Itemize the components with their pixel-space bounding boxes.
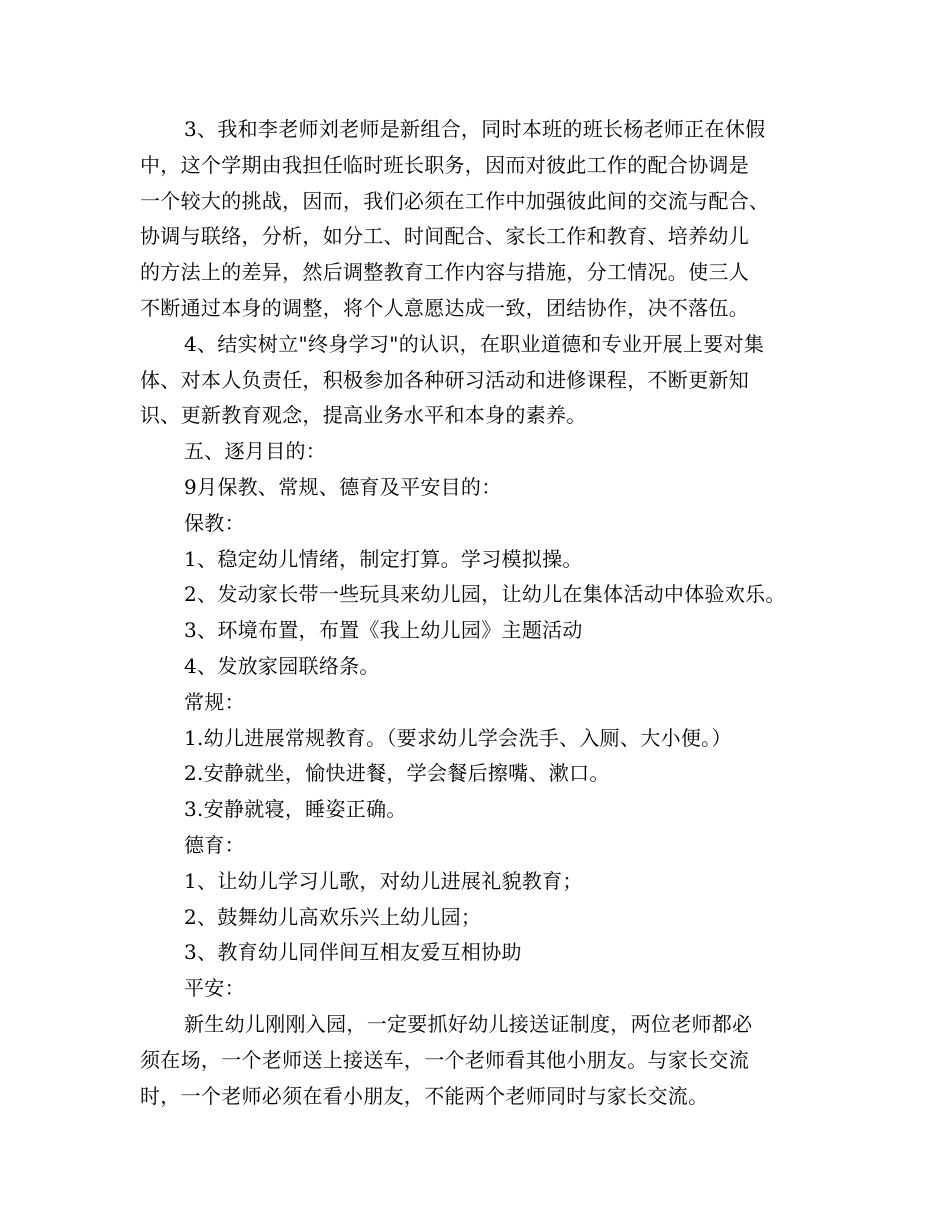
- paragraph-3-line-3: 一个较大的挑战，因而，我们必须在工作中加强彼此间的交流与配合、: [140, 188, 770, 213]
- paragraph-3-line-4: 协调与联络，分析，如分工、时间配合、家长工作和教育、培养幼儿: [140, 224, 749, 249]
- routine-item-2: 2.安静就坐，愉快进餐，学会餐后擦嘴、漱口。: [184, 761, 610, 786]
- subheading-routine: 常规：: [184, 689, 245, 714]
- routine-item-3: 3.安静就寝，睡姿正确。: [184, 797, 407, 822]
- care-item-3: 3、环境布置，布置《我上幼儿园》主题活动: [184, 618, 583, 643]
- moral-item-3: 3、教育幼儿同伴间互相友爱互相协助: [184, 940, 522, 965]
- subheading-care-education: 保教：: [184, 510, 245, 535]
- paragraph-3-line-2: 中，这个学期由我担任临时班长职务，因而对彼此工作的配合协调是: [140, 152, 749, 177]
- care-item-1: 1、稳定幼儿情绪，制定打算。学习模拟操。: [184, 546, 583, 571]
- moral-item-2: 2、鼓舞幼儿高欢乐兴上幼儿园；: [184, 904, 482, 929]
- subheading-safety: 平安：: [184, 976, 245, 1001]
- paragraph-3-line-5: 的方法上的差异，然后调整教育工作内容与措施，分工情况。使三人: [140, 260, 749, 285]
- safety-paragraph-line-2: 须在场，一个老师送上接送车，一个老师看其他小朋友。与家长交流: [140, 1047, 749, 1072]
- paragraph-4-line-3: 识、更新教育观念，提高业务水平和本身的素养。: [140, 403, 587, 428]
- care-item-2: 2、发动家长带一些玩具来幼儿园，让幼儿在集体活动中体验欢乐。: [184, 582, 786, 607]
- september-goals-heading: 9月保教、常规、德育及平安目的：: [184, 474, 502, 499]
- paragraph-4-line-1: 4、结实树立"终身学习"的认识，在职业道德和专业开展上要对集: [184, 331, 765, 356]
- care-item-4: 4、发放家园联络条。: [184, 653, 380, 678]
- safety-paragraph-line-3: 时，一个老师必须在看小朋友，不能两个老师同时与家长交流。: [140, 1083, 709, 1108]
- safety-paragraph-line-1: 新生幼儿刚刚入园，一定要抓好幼儿接送证制度，两位老师都必: [184, 1011, 753, 1036]
- document-body: [140, 112, 812, 1114]
- moral-item-1: 1、让幼儿学习儿歌，对幼儿进展礼貌教育；: [184, 868, 583, 893]
- paragraph-3-line-6: 不断通过本身的调整，将个人意愿达成一致，团结协作，决不落伍。: [140, 295, 749, 320]
- subheading-moral-education: 德育：: [184, 832, 245, 857]
- paragraph-3-line-1: 3、我和李老师刘老师是新组合，同时本班的班长杨老师正在休假: [184, 117, 766, 141]
- section-heading-monthly-goals: 五、逐月目的：: [184, 439, 327, 464]
- paragraph-4-line-2: 体、对本人负责任，积极参加各种研习活动和进修课程，不断更新知: [140, 367, 749, 392]
- routine-item-1: 1.幼儿进展常规教育。（要求幼儿学会洗手、入厕、大小便。）: [184, 725, 732, 750]
